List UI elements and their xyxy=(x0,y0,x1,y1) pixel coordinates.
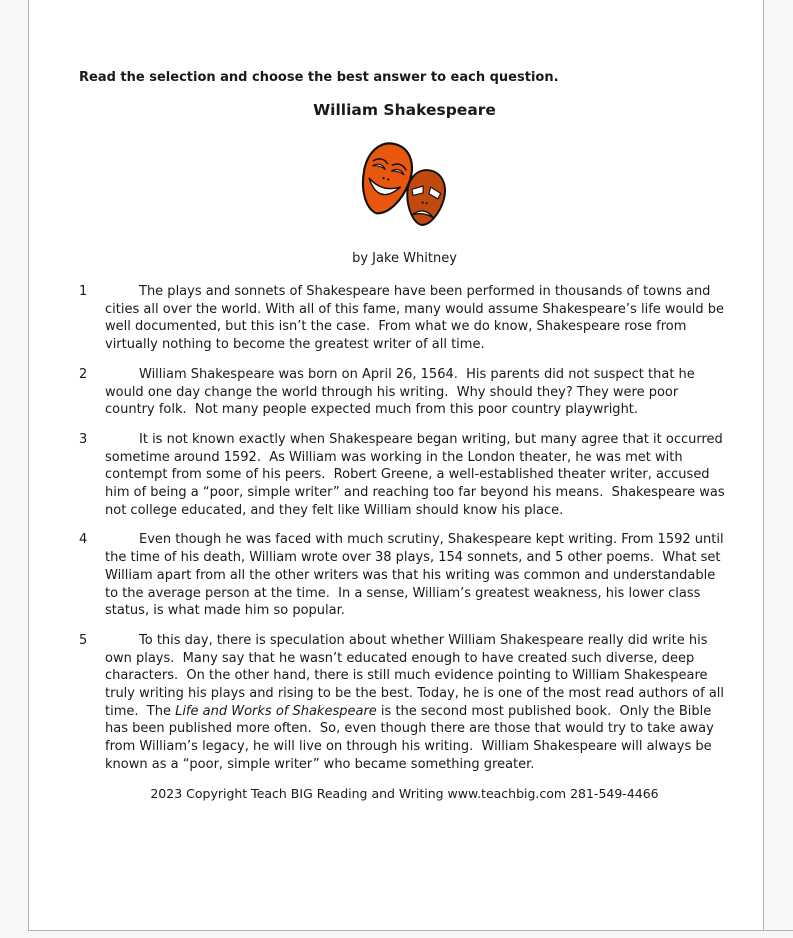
instruction-text: Read the selection and choose the best answer to each question. xyxy=(79,70,559,85)
paragraph-row xyxy=(79,366,730,419)
paragraph-row xyxy=(79,531,730,620)
paragraph-text: Even though he was faced with much scrutiny, Shakespeare kept writing. From 1592 until the time of his death, William wrote over 38 plays, 154 sonnets, and 5 other poems. What set William apart from all the other writers was that his writing was common and understandable to the average person at the time. In a sense, William’s greatest weakness, his lower class status, is what made him so popular. xyxy=(105,532,728,619)
book-title-italic: Life and Works of Shakespeare xyxy=(175,703,377,719)
document-page xyxy=(28,0,764,930)
paragraph-text: William Shakespeare was born on April 26, 1564. His parents did not suspect that he would one day change the world through his writing. Why should they? They were poor country folk. Not many people expected much from this poor country playwright. xyxy=(105,366,699,418)
paragraph-text-start: To this day, there is speculation about whether William Shakespeare really did write his own plays. Many say that he wasn’t educated enough to have created such diverse, deep characters. On the other hand, there is still much evidence pointing to William Shakespeare truly writing his plays and rising to be the best. Today, he is one of the most read authors of all time. The xyxy=(105,632,729,719)
paragraph-text: The plays and sonnets of Shakespeare have been performed in thousands of towns and cities all over the world. With all of this fame, many would assume Shakespeare’s life would be well documented, but this isn’t the case. From what we do know, Shakespeare rose from virtually nothing to become the greatest writer of all time. xyxy=(105,284,729,353)
paragraph-number: 3 xyxy=(79,431,88,447)
paragraph-text: It is not known exactly when Shakespeare began writing, but many agree that it occurred sometime around 1592. As William was working in the London theater, he was met with contempt from some of his peers. Robert Greene, a well-established theater writer, accused him of being a “poor, simple writer” and reaching too far beyond his means. Shakespeare was not college educated, and they felt like William should know his place. xyxy=(105,431,729,518)
page-content xyxy=(29,0,763,930)
paragraph-text xyxy=(105,632,730,774)
passage-body xyxy=(79,283,730,774)
paragraph-number: 2 xyxy=(79,366,88,382)
passage-title: William Shakespeare xyxy=(313,101,496,119)
paragraph-number: 4 xyxy=(79,532,88,548)
paragraph-row xyxy=(79,283,730,354)
paragraph-number: 5 xyxy=(79,632,88,648)
paragraph-number: 1 xyxy=(79,284,88,299)
paragraph-row xyxy=(79,431,730,520)
masks-image xyxy=(79,140,730,232)
comedy-tragedy-masks-icon xyxy=(342,140,468,232)
page-bottom-edge xyxy=(28,930,793,931)
byline: by Jake Whitney xyxy=(352,251,457,266)
paragraph-row xyxy=(79,632,730,774)
paragraph-text-end: is the second most published book. Only the Bible has been published more often. So, even though there are those that would try to take away from William’s legacy, he will live on through his writing. William Shakespeare will always be known as a “poor, simple writer” who became something greater. xyxy=(105,703,718,772)
copyright-footer: 2023 Copyright Teach BIG Reading and Writing www.teachbig.com 281-549-4466 xyxy=(150,785,659,801)
